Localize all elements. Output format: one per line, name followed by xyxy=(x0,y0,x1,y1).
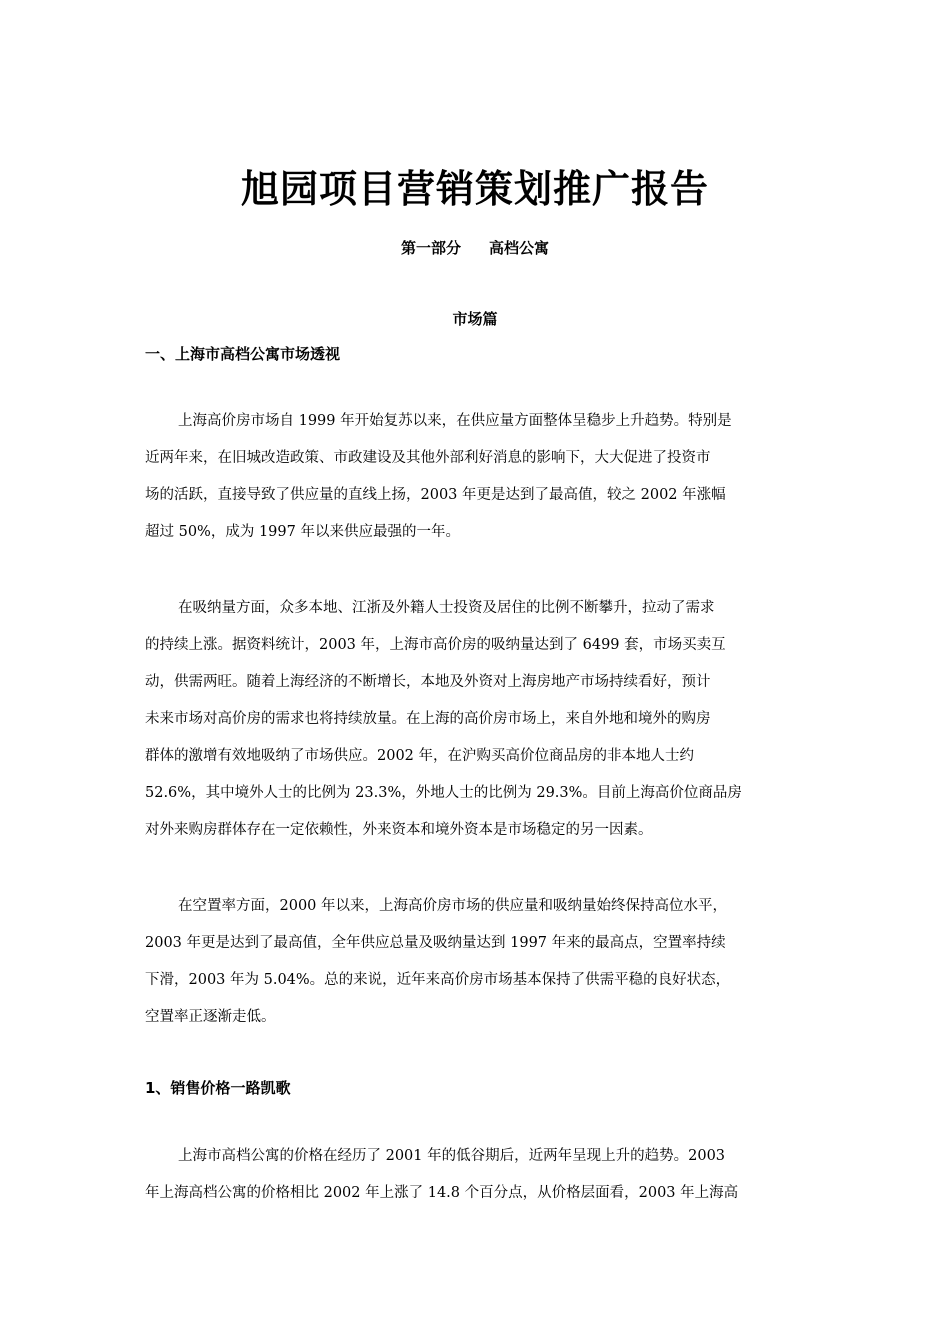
paragraph-line: 空置率正逐渐走低。 xyxy=(145,1009,276,1025)
section-label: 市场篇 xyxy=(452,310,498,328)
heading-sales-price: 1、销售价格一路凯歌 xyxy=(145,1079,291,1097)
paragraph-line: 近两年来，在旧城改造政策、市政建设及其他外部利好消息的影响下，大大促进了投资市 xyxy=(145,450,711,466)
paragraph-line: 在吸纳量方面，众多本地、江浙及外籍人士投资及居住的比例不断攀升，拉动了需求 xyxy=(178,600,715,616)
part-heading xyxy=(0,237,950,258)
paragraph-line: 群体的激增有效地吸纳了市场供应。2002 年，在沪购买高价位商品房的非本地人士约 xyxy=(145,748,695,764)
paragraph-line: 的持续上涨。据资料统计，2003 年，上海市高价房的吸纳量达到了 6499 套，市场买卖互 xyxy=(145,637,726,653)
paragraph-line: 在空置率方面，2000 年以来，上海高价房市场的供应量和吸纳量始终保持高位水平， xyxy=(178,898,728,914)
paragraph-supply xyxy=(145,410,810,558)
paragraph-line: 下滑，2003 年为 5.04%。总的来说，近年来高价房市场基本保持了供需平稳的良好状态， xyxy=(145,972,731,988)
paragraph-line: 未来市场对高价房的需求也将持续放量。在上海的高价房市场上，来自外地和境外的购房 xyxy=(145,711,711,727)
part-label: 第一部分 xyxy=(400,239,461,257)
paragraph-line: 超过 50%，成为 1997 年以来供应最强的一年。 xyxy=(145,524,460,540)
paragraph-line: 52.6%，其中境外人士的比例为 23.3%，外地人士的比例为 29.3%。目前上海高价位商品房 xyxy=(145,785,742,801)
paragraph-price xyxy=(145,1145,810,1219)
paragraph-line: 上海市高档公寓的价格在经历了 2001 年的低谷期后，近两年呈现上升的趋势。2003 xyxy=(178,1148,726,1164)
part-name: 高档公寓 xyxy=(489,239,550,257)
paragraph-line: 对外来购房群体存在一定依赖性，外来资本和境外资本是市场稳定的另一因素。 xyxy=(145,822,653,838)
paragraph-line: 场的活跃，直接导致了供应量的直线上扬，2003 年更是达到了最高值，较之 2002 年涨幅 xyxy=(145,487,726,503)
document-title: 旭园项目营销策划推广报告 xyxy=(240,167,709,211)
paragraph-line: 动，供需两旺。随着上海经济的不断增长，本地及外资对上海房地产市场持续看好，预计 xyxy=(145,674,711,690)
paragraph-line: 上海高价房市场自 1999 年开始复苏以来，在供应量方面整体呈稳步上升趋势。特别是 xyxy=(178,413,732,429)
paragraph-line: 2003 年更是达到了最高值，全年供应总量及吸纳量达到 1997 年来的最高点，空置率持续 xyxy=(145,935,726,951)
paragraph-absorption xyxy=(145,597,810,856)
paragraph-line: 年上海高档公寓的价格相比 2002 年上涨了 14.8 个百分点，从价格层面看，2003 年上海高 xyxy=(145,1185,739,1201)
heading-market-overview: 一、上海市高档公寓市场透视 xyxy=(145,345,341,363)
paragraph-vacancy xyxy=(145,895,810,1043)
